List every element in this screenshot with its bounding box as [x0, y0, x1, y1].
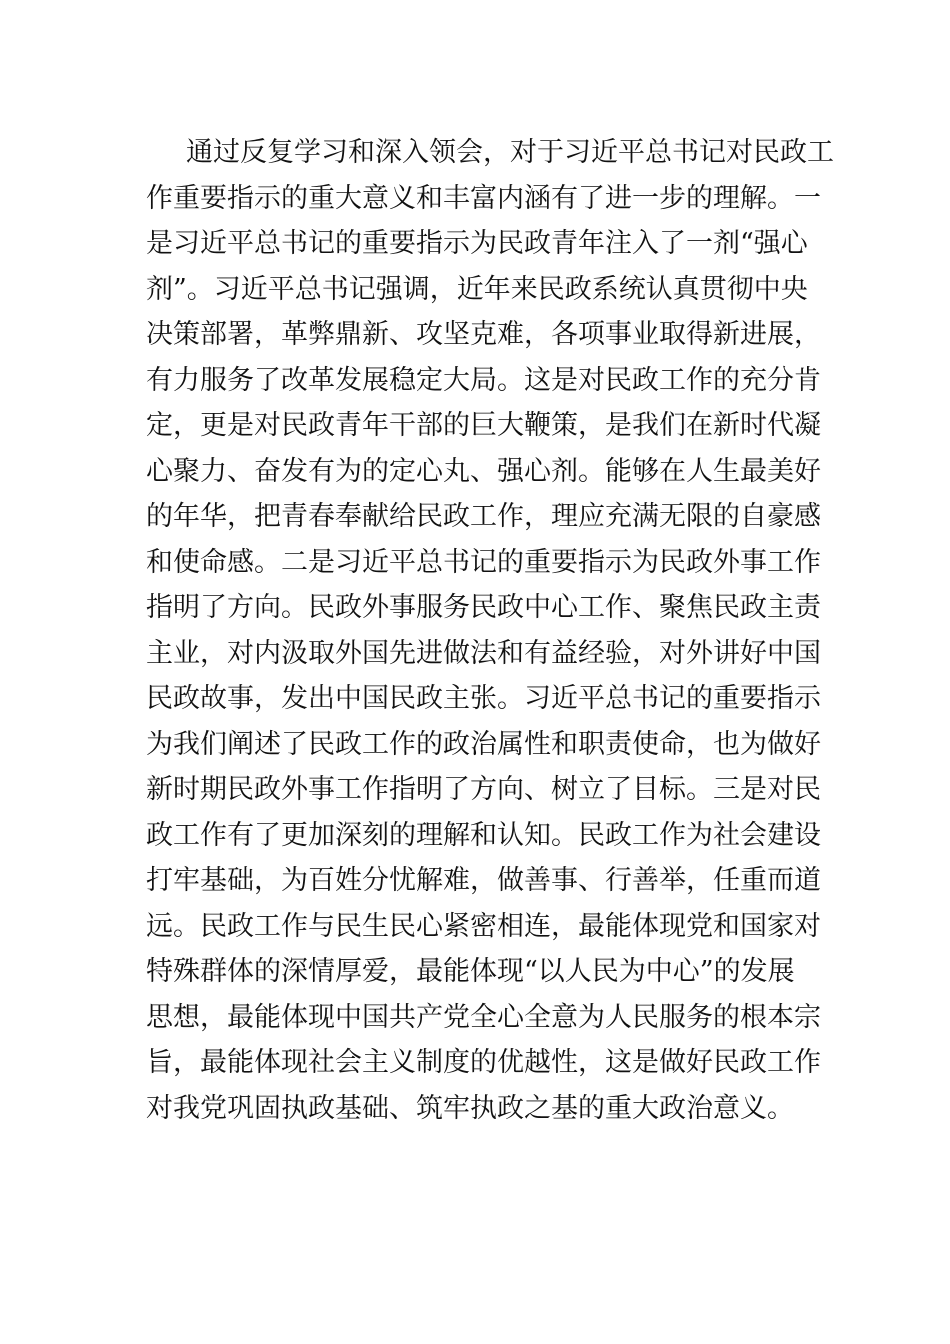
paragraph-line: 决策部署，革弊鼎新、攻坚克难，各项事业取得新进展，	[146, 319, 821, 350]
paragraph-line: 为我们阐述了民政工作的政治属性和职责使命，也为做好	[146, 728, 821, 760]
paragraph-line: 和使命感。二是习近平总书记的重要指示为民政外事工作	[146, 546, 821, 578]
paragraph-line: 有力服务了改革发展稳定大局。这是对民政工作的充分肯	[146, 364, 821, 396]
paragraph-line: 定，更是对民政青年干部的巨大鞭策，是我们在新时代凝	[146, 410, 821, 441]
paragraph-line: 的年华，把青春奉献给民政工作，理应充满无限的自豪感	[146, 501, 821, 532]
paragraph-line: 剂”。习近平总书记强调，近年来民政系统认真贯彻中央	[146, 273, 808, 305]
paragraph-line: 指明了方向。民政外事服务民政中心工作、聚焦民政主责	[146, 592, 821, 623]
paragraph-line: 心聚力、奋发有为的定心丸、强心剂。能够在人生最美好	[146, 455, 821, 487]
paragraph-line: 通过反复学习和深入领会，对于习近平总书记对民政工	[186, 137, 834, 168]
paragraph-line: 对我党巩固执政基础、筑牢执政之基的重大政治意义。	[146, 1092, 794, 1124]
paragraph-line: 主业，对内汲取外国先进做法和有益经验，对外讲好中国	[146, 637, 821, 669]
paragraph-line: 政工作有了更加深刻的理解和认知。民政工作为社会建设	[146, 819, 821, 851]
paragraph-line: 远。民政工作与民生民心紧密相连，最能体现党和国家对	[146, 910, 821, 942]
paragraph-line: 思想，最能体现中国共产党全心全意为人民服务的根本宗	[146, 1001, 821, 1033]
paragraph-line: 是习近平总书记的重要指示为民政青年注入了一剂“强心	[146, 228, 808, 259]
paragraph-line: 民政故事，发出中国民政主张。习近平总书记的重要指示	[146, 683, 821, 714]
paragraph-line: 特殊群体的深情厚爱，最能体现“以人民为中心”的发展	[146, 956, 795, 987]
paragraph-line: 作重要指示的重大意义和丰富内涵有了进一步的理解。一	[146, 182, 821, 214]
paragraph-line: 旨，最能体现社会主义制度的优越性，这是做好民政工作	[146, 1047, 821, 1078]
paragraph-line: 新时期民政外事工作指明了方向、树立了目标。三是对民	[146, 774, 821, 805]
paragraph-line: 打牢基础，为百姓分忧解难，做善事、行善举，任重而道	[146, 865, 821, 896]
body-paragraph	[146, 130, 834, 1131]
